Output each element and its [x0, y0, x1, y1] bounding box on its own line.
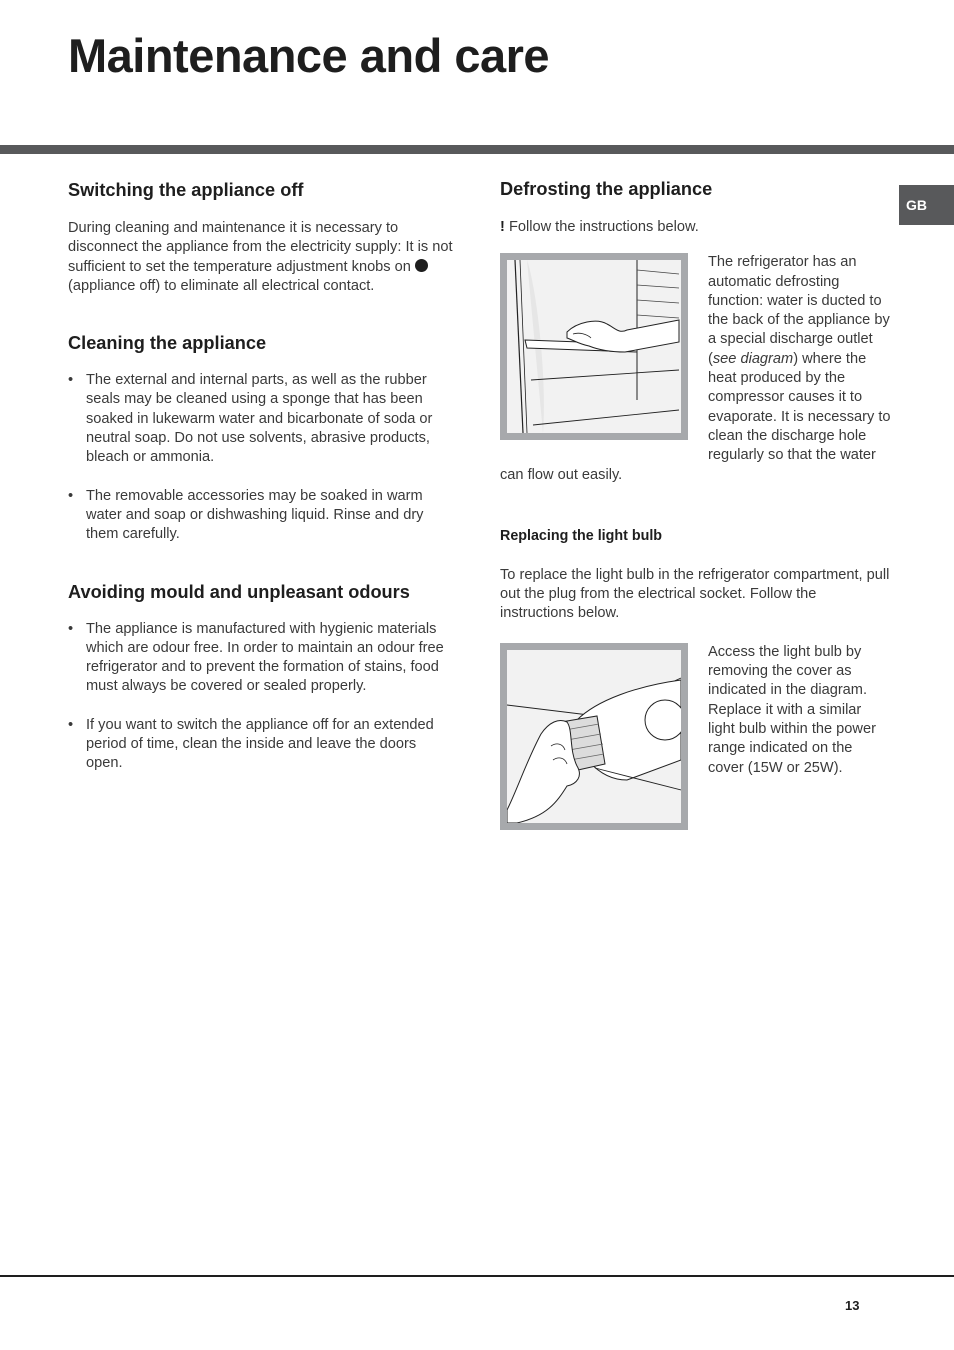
warning-text: Follow the instructions below.	[508, 219, 699, 235]
switching-off-text-part2: (appliance off) to eliminate all electrical contact.	[68, 277, 375, 294]
defrosting-heading: Defrosting the appliance	[500, 179, 713, 199]
list-item: • The external and internal parts, as well as the rubber seals may be cleaned using a sponge that has been soaked in lukewarm water and bicarbonate of soda or neutral soap. Do not use solvents, abrasive products, bleach or ammonia.	[68, 371, 454, 467]
switching-off-text	[68, 219, 454, 296]
switching-off-text-part1: During cleaning and maintenance it is necessary to disconnect the appliance from the electricity supply: It is not sufficient to set the temperature adjustment knobs on	[68, 220, 453, 275]
list-item: • The removable accessories may be soaked in warm water and soap or dishwashing liquid. Rinse and dry them carefully.	[68, 487, 454, 545]
defrosting-text-part1: The refrigerator has an automatic defrosting function: water is ducted to the back of the appliance by a special discharge outlet (	[708, 254, 890, 367]
footer-divider	[0, 1275, 954, 1277]
warning-icon: !	[500, 219, 505, 235]
switching-off-heading: Switching the appliance off	[68, 180, 304, 200]
defrost-illustration	[507, 260, 681, 433]
light-bulb-intro: To replace the light bulb in the refrigerator compartment, pull out the plug from the electrical socket. Follow the instructions below.	[500, 566, 890, 622]
mould-list	[68, 620, 454, 774]
language-tab-label: GB	[906, 197, 927, 213]
list-item: • The appliance is manufactured with hygienic materials which are odour free. In order to maintain an odour free refrigerator and to prevent the formation of stains, food must always be covered or sealed properly.	[68, 620, 454, 697]
light-bulb-diagram	[500, 643, 688, 830]
light-bulb-text: Access the light bulb by removing the cover as indicated in the diagram. Replace it with a similar light bulb within the power range indicated on the cover (15W or 25W).	[708, 643, 876, 776]
cleaning-heading: Cleaning the appliance	[68, 333, 267, 354]
page-number: 13	[845, 1298, 860, 1313]
cleaning-list	[68, 371, 454, 544]
page-title: Maintenance and care	[68, 29, 550, 82]
list-item: • If you want to switch the appliance off for an extended period of time, clean the inside and leave the doors open.	[68, 716, 454, 774]
light-bulb-heading: Replacing the light bulb	[500, 527, 663, 544]
left-column	[68, 178, 454, 774]
off-symbol-icon	[415, 259, 428, 272]
defrosting-warning	[500, 218, 892, 237]
defrosting-block	[500, 253, 892, 485]
mould-heading: Avoiding mould and unpleasant odours	[68, 581, 410, 602]
light-bulb-block	[500, 643, 892, 836]
defrosting-text-italic: see diagram	[712, 350, 794, 367]
language-tab	[899, 185, 954, 225]
defrosting-text-part2: ) where the heat produced by the compressor causes it to evaporate. It is necessary to clean the discharge hole regularly so that the water can flow out easily.	[500, 350, 891, 483]
defrost-diagram	[500, 253, 688, 440]
light-bulb-illustration	[507, 650, 681, 823]
header-divider	[0, 145, 954, 154]
right-column	[500, 177, 892, 836]
